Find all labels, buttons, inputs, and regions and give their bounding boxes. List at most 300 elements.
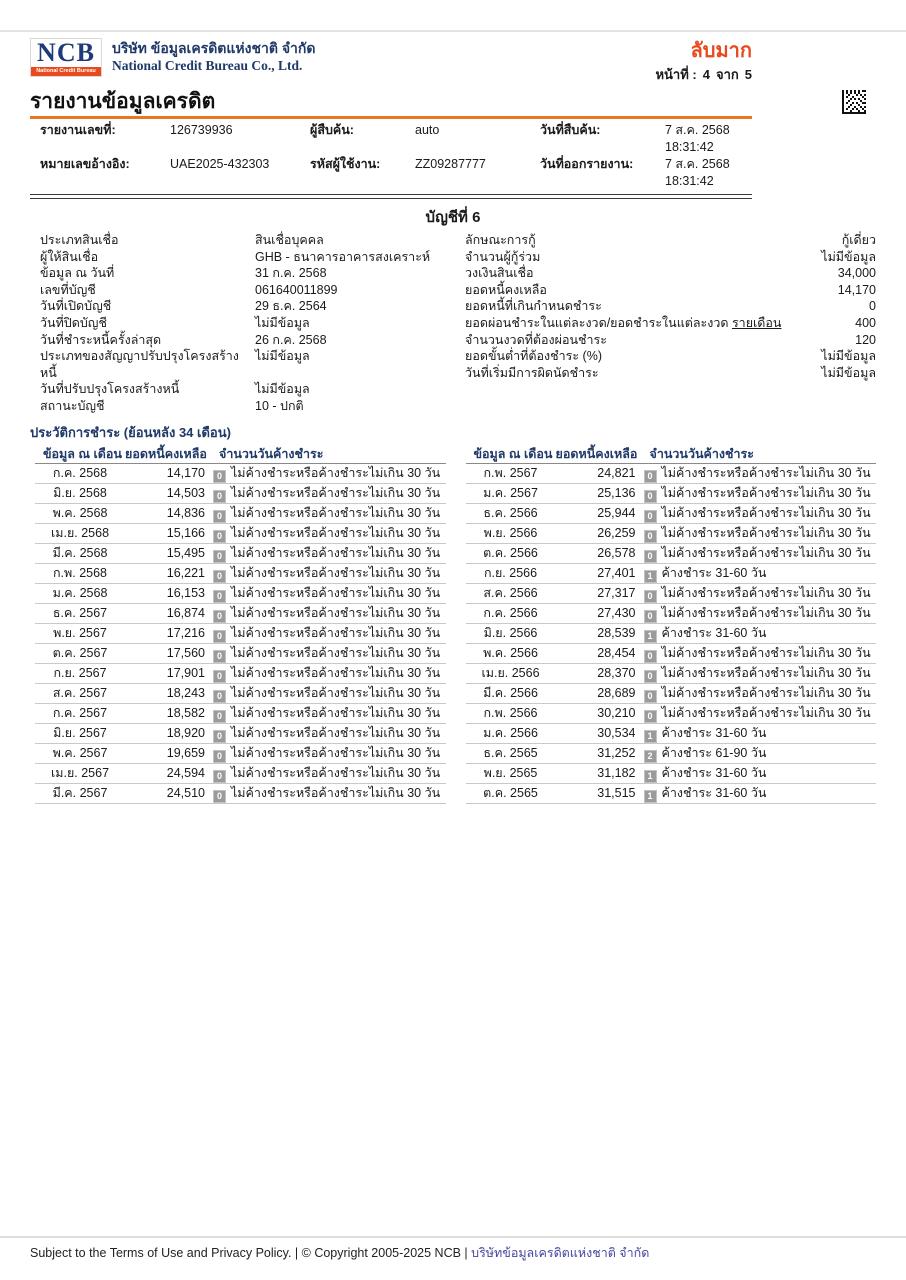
table-row (35, 664, 446, 684)
history-status (205, 684, 446, 703)
table-row (466, 564, 877, 584)
report-info-label: วันที่สืบค้น: (540, 123, 601, 137)
history-status-text: ไม่ค้างชำระหรือค้างชำระไม่เกิน 30 วัน (231, 785, 441, 800)
overdue-code-badge: 0 (644, 650, 657, 663)
payment-history-table-left (35, 445, 446, 804)
history-status (636, 744, 877, 763)
account-detail-row (40, 298, 465, 315)
account-detail-row (465, 232, 876, 249)
col-header-month: ข้อมูล ณ เดือน (43, 446, 122, 461)
account-detail-row (465, 282, 876, 299)
account-field-value: กู้เดี่ยว (841, 233, 876, 247)
account-field-value: 400 (855, 315, 876, 330)
history-month: ธ.ค. 2566 (483, 505, 538, 520)
table-row (466, 624, 877, 644)
account-detail-row (40, 249, 465, 266)
table-row (466, 644, 877, 664)
account-field-value: 0 (869, 299, 876, 314)
report-info-label: รหัสผู้ใช้งาน: (310, 157, 381, 171)
overdue-code-badge: 0 (213, 730, 226, 743)
history-status-text: ไม่ค้างชำระหรือค้างชำระไม่เกิน 30 วัน (231, 685, 441, 700)
history-status (636, 484, 877, 503)
account-detail-row (40, 232, 465, 249)
account-field-value: ไม่มีข้อมูล (821, 349, 876, 364)
overdue-code-badge: 0 (644, 690, 657, 703)
history-month: ธ.ค. 2565 (483, 745, 538, 760)
account-field-label-text: วงเงินสินเชื่อ (465, 266, 534, 281)
table-row (466, 544, 877, 564)
history-month: ก.ค. 2568 (52, 465, 108, 480)
history-month: เม.ย. 2568 (50, 525, 110, 540)
footer-company-link[interactable]: บริษัทข้อมูลเครดิตแห่งชาติ จำกัด (471, 1246, 650, 1260)
history-month: มี.ค. 2567 (52, 785, 108, 800)
history-month: ส.ค. 2567 (52, 685, 108, 700)
overdue-code-badge: 0 (644, 470, 657, 483)
account-field-label-text: จำนวนผู้กู้ร่วม (465, 249, 541, 264)
account-field-label-text: ยอดขั้นต่ำที่ต้องชำระ (%) (465, 349, 602, 364)
history-month: ก.ค. 2567 (52, 705, 108, 720)
overdue-code-badge: 0 (213, 790, 226, 803)
overdue-code-badge: 1 (644, 730, 657, 743)
history-balance: 24,594 (166, 765, 205, 780)
history-status (636, 584, 877, 603)
account-field-label: เลขที่บัญชี (40, 282, 96, 297)
history-status (636, 544, 877, 563)
history-status (205, 624, 446, 643)
account-field-value: สินเชื่อบุคคล (255, 233, 324, 247)
history-status (636, 704, 877, 723)
overdue-code-badge: 0 (644, 610, 657, 623)
history-status-text: ค้างชำระ 31-60 วัน (661, 625, 767, 640)
history-rows-right (466, 464, 877, 804)
report-info-value: 7 ส.ค. 2568 18:31:42 (665, 123, 730, 154)
account-field-value: 29 ธ.ค. 2564 (255, 299, 327, 314)
history-balance: 15,166 (166, 525, 205, 540)
table-row (35, 684, 446, 704)
overdue-code-badge: 0 (213, 750, 226, 763)
history-status-text: ไม่ค้างชำระหรือค้างชำระไม่เกิน 30 วัน (231, 745, 441, 760)
table-row (466, 584, 877, 604)
history-month: พ.ย. 2565 (483, 765, 538, 780)
history-balance: 31,515 (597, 785, 636, 800)
footer (30, 1243, 649, 1263)
history-status-text: ค้างชำระ 31-60 วัน (661, 785, 767, 800)
report-info-value: ZZ09287777 (415, 157, 486, 171)
history-status-text: ไม่ค้างชำระหรือค้างชำระไม่เกิน 30 วัน (661, 585, 871, 600)
overdue-code-badge: 0 (213, 590, 226, 603)
account-detail-row (40, 398, 465, 415)
footer-divider (0, 1236, 906, 1238)
account-field-value: ไม่มีข้อมูล (255, 315, 310, 330)
account-field-label (465, 249, 821, 266)
overdue-code-badge: 0 (644, 510, 657, 523)
table-row (35, 764, 446, 784)
history-status-text: ไม่ค้างชำระหรือค้างชำระไม่เกิน 30 วัน (661, 525, 871, 540)
report-info-value: auto (415, 123, 440, 137)
history-status (205, 564, 446, 583)
table-row (35, 584, 446, 604)
col-header-balance: ยอดหนี้คงเหลือ (125, 446, 207, 461)
history-balance: 28,689 (597, 685, 636, 700)
overdue-code-badge: 0 (213, 670, 226, 683)
history-balance: 14,503 (166, 485, 205, 500)
table-row (466, 524, 877, 544)
history-status-text: ค้างชำระ 31-60 วัน (661, 725, 767, 740)
account-field-label (465, 332, 855, 349)
history-status-text: ไม่ค้างชำระหรือค้างชำระไม่เกิน 30 วัน (661, 645, 871, 660)
table-row (466, 464, 877, 484)
history-balance: 28,370 (597, 665, 636, 680)
overdue-code-badge: 0 (213, 770, 226, 783)
history-status-text: ไม่ค้างชำระหรือค้างชำระไม่เกิน 30 วัน (661, 465, 871, 480)
history-status (205, 524, 446, 543)
history-balance: 14,170 (166, 465, 205, 480)
account-field-value: ไม่มีข้อมูล (821, 249, 876, 264)
account-field-label: ผู้ให้สินเชื่อ (40, 249, 99, 264)
page-total: 5 (744, 67, 752, 82)
report-info-label: รายงานเลขที่: (40, 123, 116, 137)
overdue-code-badge: 0 (213, 650, 226, 663)
table-row (466, 744, 877, 764)
history-balance: 28,454 (597, 645, 636, 660)
history-status-text: ไม่ค้างชำระหรือค้างชำระไม่เกิน 30 วัน (231, 505, 441, 520)
history-status-text: ไม่ค้างชำระหรือค้างชำระไม่เกิน 30 วัน (661, 705, 871, 720)
history-status-text: ไม่ค้างชำระหรือค้างชำระไม่เกิน 30 วัน (231, 625, 441, 640)
account-field-value: 10 - ปกติ (255, 398, 304, 413)
history-status (205, 704, 446, 723)
col-header-overdue-days: จำนวนวันค้างชำระ (219, 446, 324, 461)
history-balance: 16,221 (166, 565, 205, 580)
account-field-label-text: ยอดผ่อนชำระในแต่ละงวด/ยอดชำระในแต่ละงวด (465, 315, 732, 330)
history-status (205, 664, 446, 683)
history-balance: 31,252 (597, 745, 636, 760)
account-field-label: ประเภทของสัญญาปรับปรุงโครงสร้างหนี้ (40, 349, 239, 380)
account-field-label (465, 365, 821, 382)
table-row (35, 504, 446, 524)
table-row (466, 684, 877, 704)
footer-terms-text: Subject to the Terms of Use and Privacy Policy. | © Copyright 2005-2025 NCB | (30, 1246, 472, 1260)
table-row (466, 504, 877, 524)
overdue-code-badge: 0 (213, 630, 226, 643)
history-balance: 18,920 (166, 725, 205, 740)
account-detail-row (40, 265, 465, 282)
history-balance: 17,901 (166, 665, 205, 680)
history-status-text: ไม่ค้างชำระหรือค้างชำระไม่เกิน 30 วัน (231, 705, 441, 720)
history-balance: 28,539 (597, 625, 636, 640)
account-details-right (465, 232, 876, 415)
history-status-text: ไม่ค้างชำระหรือค้างชำระไม่เกิน 30 วัน (661, 685, 871, 700)
history-balance: 30,210 (597, 705, 636, 720)
overdue-code-badge: 0 (213, 570, 226, 583)
history-status-text: ค้างชำระ 61-90 วัน (661, 745, 767, 760)
history-status-text: ไม่ค้างชำระหรือค้างชำระไม่เกิน 30 วัน (661, 665, 871, 680)
overdue-code-badge: 0 (213, 470, 226, 483)
history-month: ก.ย. 2567 (53, 665, 107, 680)
account-detail-row (40, 381, 465, 398)
account-field-value: 26 ก.ค. 2568 (255, 332, 327, 347)
history-status-text: ค้างชำระ 31-60 วัน (661, 565, 767, 580)
history-status-text: ไม่ค้างชำระหรือค้างชำระไม่เกิน 30 วัน (231, 605, 441, 620)
history-balance: 25,136 (597, 485, 636, 500)
table-row (35, 464, 446, 484)
account-field-label: วันที่ปรับปรุงโครงสร้างหนี้ (40, 382, 180, 397)
account-detail-row (465, 315, 876, 332)
account-field-value: ไม่มีข้อมูล (821, 365, 876, 380)
account-field-label-text: ยอดหนี้ที่เกินกำหนดชำระ (465, 299, 602, 314)
account-field-label (465, 298, 869, 315)
history-balance: 26,259 (597, 525, 636, 540)
history-status-text: ไม่ค้างชำระหรือค้างชำระไม่เกิน 30 วัน (231, 645, 441, 660)
history-month: มิ.ย. 2567 (53, 725, 107, 740)
account-field-value: ไม่มีข้อมูล (255, 349, 310, 364)
history-month: ก.พ. 2566 (483, 705, 538, 720)
report-info-grid (30, 119, 752, 193)
history-month: ส.ค. 2566 (483, 585, 538, 600)
account-field-value: 34,000 (837, 266, 876, 281)
payment-history-title: ประวัติการชำระ (ย้อนหลัง 34 เดือน) (30, 424, 231, 440)
account-field-label: ข้อมูล ณ วันที่ (40, 266, 115, 281)
ncb-logo-banner: National Credit Bureau (31, 67, 101, 76)
account-details (30, 232, 876, 415)
history-month: ก.ค. 2566 (483, 605, 538, 620)
history-month: ก.ย. 2566 (483, 565, 538, 580)
history-status-text: ไม่ค้างชำระหรือค้างชำระไม่เกิน 30 วัน (231, 545, 441, 560)
history-status (636, 724, 877, 743)
overdue-code-badge: 0 (644, 710, 657, 723)
company-name-th: บริษัท ข้อมูลเครดิตแห่งชาติ จำกัด (112, 40, 316, 56)
account-field-label (465, 232, 842, 249)
account-field-label-text: ยอดหนี้คงเหลือ (465, 282, 547, 297)
history-balance: 16,153 (166, 585, 205, 600)
account-field-value: GHB - ธนาคารอาคารสงเคราะห์ (255, 249, 431, 264)
overdue-code-badge: 0 (213, 550, 226, 563)
page-separator: จาก (715, 67, 739, 82)
account-field-value: 31 ก.ค. 2568 (255, 266, 327, 281)
table-row (35, 704, 446, 724)
page-label: หน้าที่ : (655, 67, 697, 82)
history-status (636, 644, 877, 663)
table-row (466, 784, 877, 804)
overdue-code-badge: 0 (644, 490, 657, 503)
history-status (636, 764, 877, 783)
top-divider (0, 30, 906, 32)
history-status-text: ไม่ค้างชำระหรือค้างชำระไม่เกิน 30 วัน (661, 505, 871, 520)
history-balance: 18,243 (166, 685, 205, 700)
history-balance: 27,401 (597, 565, 636, 580)
history-month: ก.พ. 2568 (52, 565, 108, 580)
history-status-text: ไม่ค้างชำระหรือค้างชำระไม่เกิน 30 วัน (661, 545, 871, 560)
col-header-balance: ยอดหนี้คงเหลือ (555, 446, 638, 461)
overdue-code-badge: 1 (644, 630, 657, 643)
history-balance: 14,836 (166, 505, 205, 520)
history-status (205, 724, 446, 743)
history-balance: 24,821 (597, 465, 636, 480)
table-row (466, 764, 877, 784)
overdue-code-badge: 0 (644, 550, 657, 563)
account-field-label: วันที่ปิดบัญชี (40, 315, 107, 330)
history-month: มิ.ย. 2568 (53, 485, 107, 500)
report-title: รายงานข้อมูลเครดิต (30, 90, 216, 113)
history-status-text: ค้างชำระ 31-60 วัน (661, 765, 767, 780)
account-section-title: บัญชีที่ 6 (425, 209, 481, 226)
ncb-logo-text: NCB (37, 38, 95, 67)
account-detail-row (465, 249, 876, 266)
account-field-label (465, 348, 821, 365)
account-field-label (465, 315, 855, 332)
history-month: ม.ค. 2568 (52, 585, 108, 600)
table-row (35, 624, 446, 644)
account-detail-row (465, 348, 876, 365)
history-status-text: ไม่ค้างชำระหรือค้างชำระไม่เกิน 30 วัน (231, 465, 441, 480)
history-status (636, 664, 877, 683)
history-status (205, 504, 446, 523)
history-status-text: ไม่ค้างชำระหรือค้างชำระไม่เกิน 30 วัน (231, 485, 441, 500)
account-detail-row (40, 348, 465, 381)
table-row (466, 604, 877, 624)
history-status-text: ไม่ค้างชำระหรือค้างชำระไม่เกิน 30 วัน (231, 525, 441, 540)
table-row (35, 524, 446, 544)
history-status-text: ไม่ค้างชำระหรือค้างชำระไม่เกิน 30 วัน (231, 585, 441, 600)
history-status (205, 464, 446, 483)
history-status (205, 644, 446, 663)
table-row (35, 724, 446, 744)
history-month: ม.ค. 2567 (483, 485, 538, 500)
table-row (35, 604, 446, 624)
history-month: มิ.ย. 2566 (483, 625, 538, 640)
history-balance: 25,944 (597, 505, 636, 520)
account-field-label: วันที่เปิดบัญชี (40, 299, 112, 314)
history-month: มี.ค. 2566 (483, 685, 538, 700)
overdue-code-badge: 0 (213, 710, 226, 723)
table-row (466, 484, 877, 504)
history-table-header (466, 445, 877, 464)
history-month: พ.ย. 2567 (53, 625, 107, 640)
history-status (636, 604, 877, 623)
history-status (205, 584, 446, 603)
history-month: พ.ย. 2566 (483, 525, 538, 540)
history-status (205, 784, 446, 803)
history-status (636, 464, 877, 483)
history-month: มี.ค. 2568 (52, 545, 108, 560)
history-month: ต.ค. 2567 (52, 645, 108, 660)
overdue-code-badge: 1 (644, 770, 657, 783)
history-balance: 17,560 (166, 645, 205, 660)
history-month: เม.ย. 2567 (50, 765, 110, 780)
account-field-value: 14,170 (837, 282, 876, 297)
col-header-month: ข้อมูล ณ เดือน (473, 446, 553, 461)
history-status-text: ไม่ค้างชำระหรือค้างชำระไม่เกิน 30 วัน (661, 605, 871, 620)
account-detail-row (40, 315, 465, 332)
page-current: 4 (702, 67, 710, 82)
overdue-code-badge: 0 (644, 670, 657, 683)
history-status-text: ไม่ค้างชำระหรือค้างชำระไม่เกิน 30 วัน (231, 665, 441, 680)
table-row (35, 564, 446, 584)
report-info-label: วันที่ออกรายงาน: (540, 157, 634, 171)
account-field-label (465, 265, 838, 282)
table-row (466, 664, 877, 684)
history-status (636, 784, 877, 803)
history-status-text: ไม่ค้างชำระหรือค้างชำระไม่เกิน 30 วัน (231, 725, 441, 740)
account-field-label-text: จำนวนงวดที่ต้องผ่อนชำระ (465, 332, 607, 347)
account-field-label: สถานะบัญชี (40, 398, 105, 413)
history-month: ต.ค. 2565 (483, 785, 538, 800)
history-balance: 19,659 (166, 745, 205, 760)
ncb-logo (30, 38, 102, 77)
history-status (205, 484, 446, 503)
account-field-label-text: วันที่เริ่มมีการผิดนัดชำระ (465, 365, 599, 380)
account-field-value: ไม่มีข้อมูล (255, 382, 310, 397)
account-field-value: 120 (855, 332, 876, 347)
history-month: เม.ย. 2566 (481, 665, 540, 680)
table-row (35, 544, 446, 564)
company-name-en: National Credit Bureau Co., Ltd. (112, 58, 303, 73)
overdue-code-badge: 2 (644, 750, 657, 763)
history-balance: 18,582 (166, 705, 205, 720)
account-detail-row (465, 332, 876, 349)
history-status-text: ไม่ค้างชำระหรือค้างชำระไม่เกิน 30 วัน (661, 485, 871, 500)
history-balance: 15,495 (166, 545, 205, 560)
history-status (636, 504, 877, 523)
history-status (205, 764, 446, 783)
history-balance: 24,510 (166, 785, 205, 800)
history-status (636, 524, 877, 543)
history-month: ม.ค. 2566 (483, 725, 538, 740)
table-row (35, 484, 446, 504)
report-info-value: UAE2025-432303 (170, 157, 270, 171)
history-status-text: ไม่ค้างชำระหรือค้างชำระไม่เกิน 30 วัน (231, 765, 441, 780)
account-field-label: ประเภทสินเชื่อ (40, 233, 119, 247)
history-status (636, 564, 877, 583)
overdue-code-badge: 0 (213, 490, 226, 503)
report-info-divider (30, 194, 752, 199)
history-balance: 30,534 (597, 725, 636, 740)
history-month: พ.ค. 2566 (483, 645, 538, 660)
overdue-code-badge: 0 (213, 530, 226, 543)
overdue-code-badge: 0 (213, 690, 226, 703)
account-field-label: วันที่ชำระหนี้ครั้งล่าสุด (40, 332, 162, 347)
account-detail-row (465, 265, 876, 282)
history-month: ต.ค. 2566 (483, 545, 538, 560)
account-field-label-text: ลักษณะการกู้ (465, 233, 536, 247)
table-row (466, 724, 877, 744)
table-row (466, 704, 877, 724)
history-status (205, 604, 446, 623)
history-balance: 17,216 (166, 625, 205, 640)
history-month: พ.ค. 2567 (52, 745, 108, 760)
col-header-overdue-days: จำนวนวันค้างชำระ (649, 446, 754, 461)
report-info-label: ผู้สืบค้น: (310, 123, 354, 137)
monthly-link[interactable]: รายเดือน (731, 315, 782, 330)
history-month: พ.ค. 2568 (52, 505, 108, 520)
report-header (30, 38, 752, 88)
table-row (35, 784, 446, 804)
overdue-code-badge: 0 (644, 590, 657, 603)
overdue-code-badge: 0 (213, 510, 226, 523)
history-status (205, 744, 446, 763)
payment-history-table-right (466, 445, 877, 804)
datamatrix-icon (842, 90, 866, 117)
history-table-header (35, 445, 446, 464)
report-info-value: 126739936 (170, 123, 233, 137)
history-balance: 31,182 (597, 765, 636, 780)
history-balance: 16,874 (166, 605, 205, 620)
overdue-code-badge: 0 (644, 530, 657, 543)
overdue-code-badge: 1 (644, 570, 657, 583)
overdue-code-badge: 1 (644, 790, 657, 803)
account-field-label (465, 282, 838, 299)
account-detail-row (40, 332, 465, 349)
report-info-label: หมายเลขอ้างอิง: (40, 157, 130, 171)
